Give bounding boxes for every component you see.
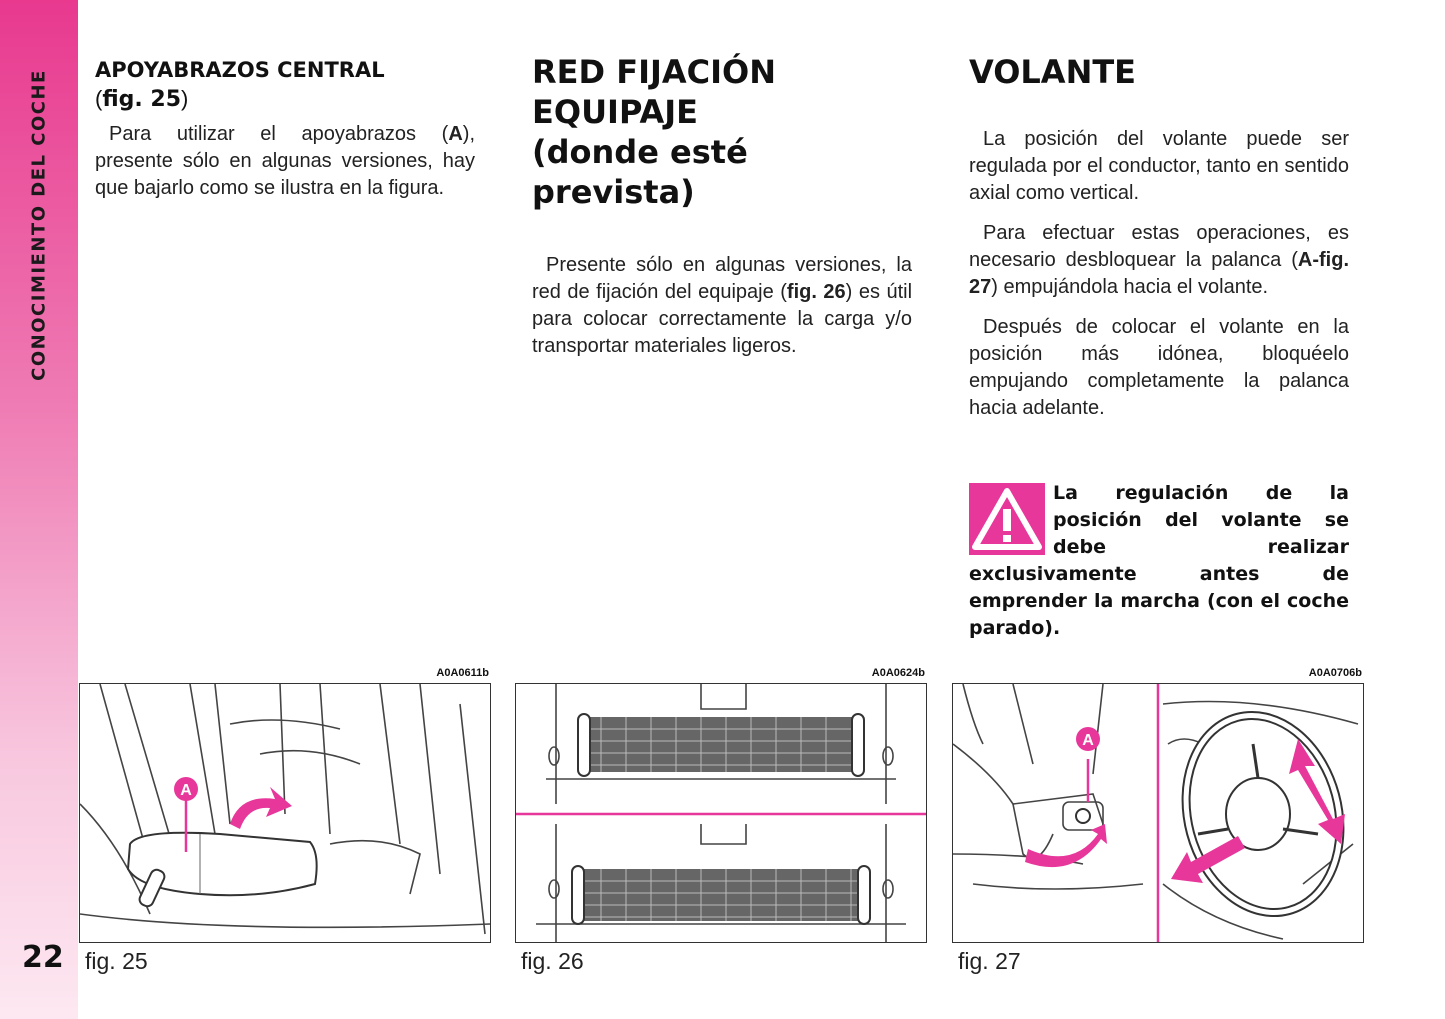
wheel-paragraph-3: Después de colocar el volante en la posición más idónea, bloquéelo empujando completamente la palanca hacia adelante. [969,316,1349,419]
armrest-paragraph: Para utilizar el apoyabrazos (A), presente sólo en algunas versiones, hay que bajarlo como se ilustra en la figura. [95,123,475,199]
figure-code: A0A0611b [436,667,489,679]
luggage-net-section [532,52,912,373]
warning-text: La regulación de la posición del volante se debe realizar exclusivamente antes de emprender la marcha (con el coche parado). [969,482,1349,639]
figure-caption: fig. 27 [958,948,1021,974]
steering-wheel-section [969,52,1349,435]
armrest-section [95,52,475,215]
figure-code: A0A0706b [1308,667,1362,679]
wheel-paragraph-1: La posición del volante puede ser regulada por el conductor, tanto en sentido axial como vertical. [969,128,1349,204]
warning-icon [969,483,1045,555]
figure-code: A0A0624b [871,667,925,679]
net-title: RED FIJACIÓN EQUIPAJE (donde esté prevista) [532,53,777,211]
figure-caption: fig. 25 [85,948,148,974]
section-label: CONOCIMIENTO DEL COCHE [28,69,50,381]
figure-marker: A [1082,732,1094,749]
wheel-title: VOLANTE [969,53,1137,91]
net-paragraph: Presente sólo en algunas versiones, la red de fijación del equipaje (fig. 26) es útil para colocar correctamente la carga y/o transportar materiales ligeros. [532,254,913,357]
page-number: 22 [22,940,64,975]
warning-box [969,480,1349,642]
figure-luggage-net [515,683,927,943]
figure-marker: A [180,782,192,799]
armrest-fig-ref: (fig. 25) [95,86,189,112]
side-strip [0,0,78,1019]
figure-steering-wheel [952,683,1364,943]
wheel-paragraph-2: Para efectuar estas operaciones, es necesario desbloquear la palanca (A-fig. 27) empujándola hacia el volante. [969,222,1349,298]
armrest-title: APOYABRAZOS CENTRAL [95,58,385,82]
figure-caption: fig. 26 [521,948,584,974]
figure-armrest [79,683,491,943]
